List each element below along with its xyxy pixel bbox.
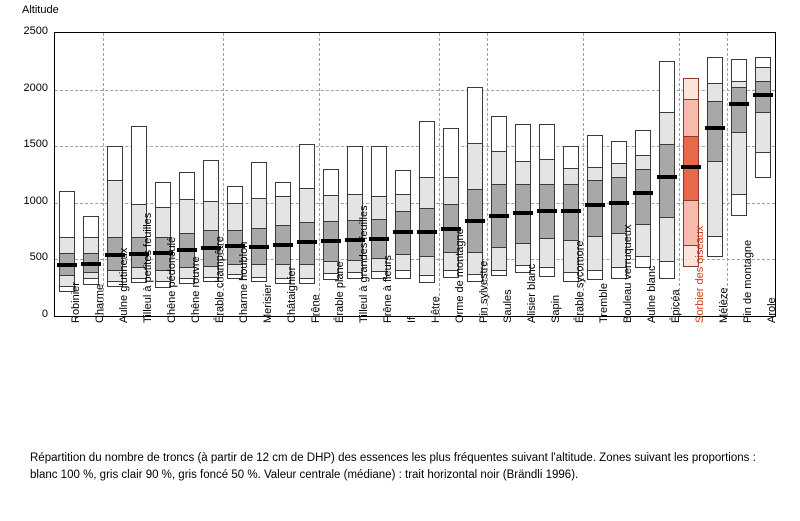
median-line (369, 237, 389, 241)
x-tick-label: Saules (502, 289, 514, 323)
x-tick-label: Tremble (598, 283, 610, 323)
median-line (753, 93, 773, 97)
median-line (57, 263, 77, 267)
x-tick-label: Hêtre (430, 296, 442, 323)
median-line (681, 165, 701, 169)
x-tick-label: Châtaignier (286, 266, 298, 323)
x-tick-label: Frêne à fleurs (382, 255, 394, 323)
boxplot-column (539, 33, 555, 316)
boxplot-column (707, 33, 723, 316)
boxplot-column (83, 33, 99, 316)
median-line (273, 243, 293, 247)
x-tick-label: If (406, 316, 418, 323)
x-tick-label: Mélèze (718, 287, 730, 323)
x-tick-label: Orme de montagne (454, 228, 466, 323)
y-tick-label: 1000 (23, 194, 48, 207)
x-tick-label: Tilleul à petites feuilles (142, 212, 154, 323)
median-line (585, 203, 605, 207)
group-divider (439, 33, 440, 316)
median-line (249, 245, 269, 249)
x-tick-label: Sorbier des oiseaux (694, 225, 706, 323)
x-tick-label: Chêne rouvre (190, 256, 202, 323)
plot-area (54, 32, 776, 317)
group-divider (679, 33, 680, 316)
x-tick-label: Pin sylvestre (478, 260, 490, 323)
y-tick-label: 0 (41, 308, 48, 320)
x-tick-label: Alisier blanc (526, 263, 538, 323)
y-tick-label: 2000 (23, 81, 48, 94)
median-line (561, 209, 581, 213)
x-tick-label: Charme houblon (238, 241, 250, 323)
x-tick-label: Chêne pédonculé (166, 236, 178, 323)
median-line (321, 239, 341, 243)
x-tick-label: Aulne blanc (646, 265, 658, 323)
median-line (393, 230, 413, 234)
band-50 (707, 101, 723, 162)
x-tick-label: Tilleul à grandes feuilles (358, 205, 370, 323)
x-tick-label: Épicéa (670, 289, 682, 323)
boxplot-column (491, 33, 507, 316)
boxplot-column (251, 33, 267, 316)
median-line (417, 230, 437, 234)
boxplot-column (395, 33, 411, 316)
boxplot-column (59, 33, 75, 316)
x-tick-label: Aulne glutineux (118, 247, 130, 323)
median-line (609, 201, 629, 205)
median-line (633, 191, 653, 195)
median-line (81, 262, 101, 266)
x-tick-label: Sapin (550, 294, 562, 323)
x-tick-label: Pin de montagne (742, 239, 754, 323)
median-line (657, 175, 677, 179)
x-tick-label: Merisier (262, 283, 274, 323)
median-line (489, 214, 509, 218)
y-axis-label: Altitude (22, 4, 59, 16)
median-line (729, 102, 749, 106)
median-line (177, 248, 197, 252)
y-tick-label: 500 (29, 251, 48, 264)
band-50 (635, 169, 651, 226)
y-tick-label: 1500 (23, 138, 48, 151)
x-tick-label: Robinier (70, 282, 82, 323)
boxplot-column (659, 33, 675, 316)
y-tick-label: 2500 (23, 25, 48, 37)
x-tick-label: Érable champêtre (214, 236, 226, 323)
median-line (465, 219, 485, 223)
band-50 (731, 87, 747, 132)
boxplot-column (419, 33, 435, 316)
boxplot-column (587, 33, 603, 316)
figure-caption: Répartition du nombre de troncs (à partir de 12 cm de DHP) des essences les plus fréquentes suivant l'altitude. Zones suivant les proportions : blanc 100 %, gris clair 90 %, gris foncé 50 %. Valeur centrale (médiane) : trait horizontal noir (Brändli 1996). (30, 452, 756, 481)
group-divider (727, 33, 728, 316)
x-tick-label: Frêne (310, 294, 322, 323)
x-tick-label: Arole (766, 297, 778, 323)
band-50 (587, 180, 603, 237)
median-line (705, 126, 725, 130)
x-tick-label: Érable plane (334, 261, 346, 323)
group-divider (103, 33, 104, 316)
x-tick-label: Bouleau verruqueux (622, 224, 634, 323)
median-line (513, 211, 533, 215)
x-tick-label: Charme (94, 283, 106, 323)
boxplot-column (299, 33, 315, 316)
band-50 (659, 144, 675, 218)
boxplot-column (755, 33, 771, 316)
x-tick-label: Érable sycomore (574, 240, 586, 323)
median-line (297, 240, 317, 244)
group-divider (319, 33, 320, 316)
median-line (537, 209, 557, 213)
